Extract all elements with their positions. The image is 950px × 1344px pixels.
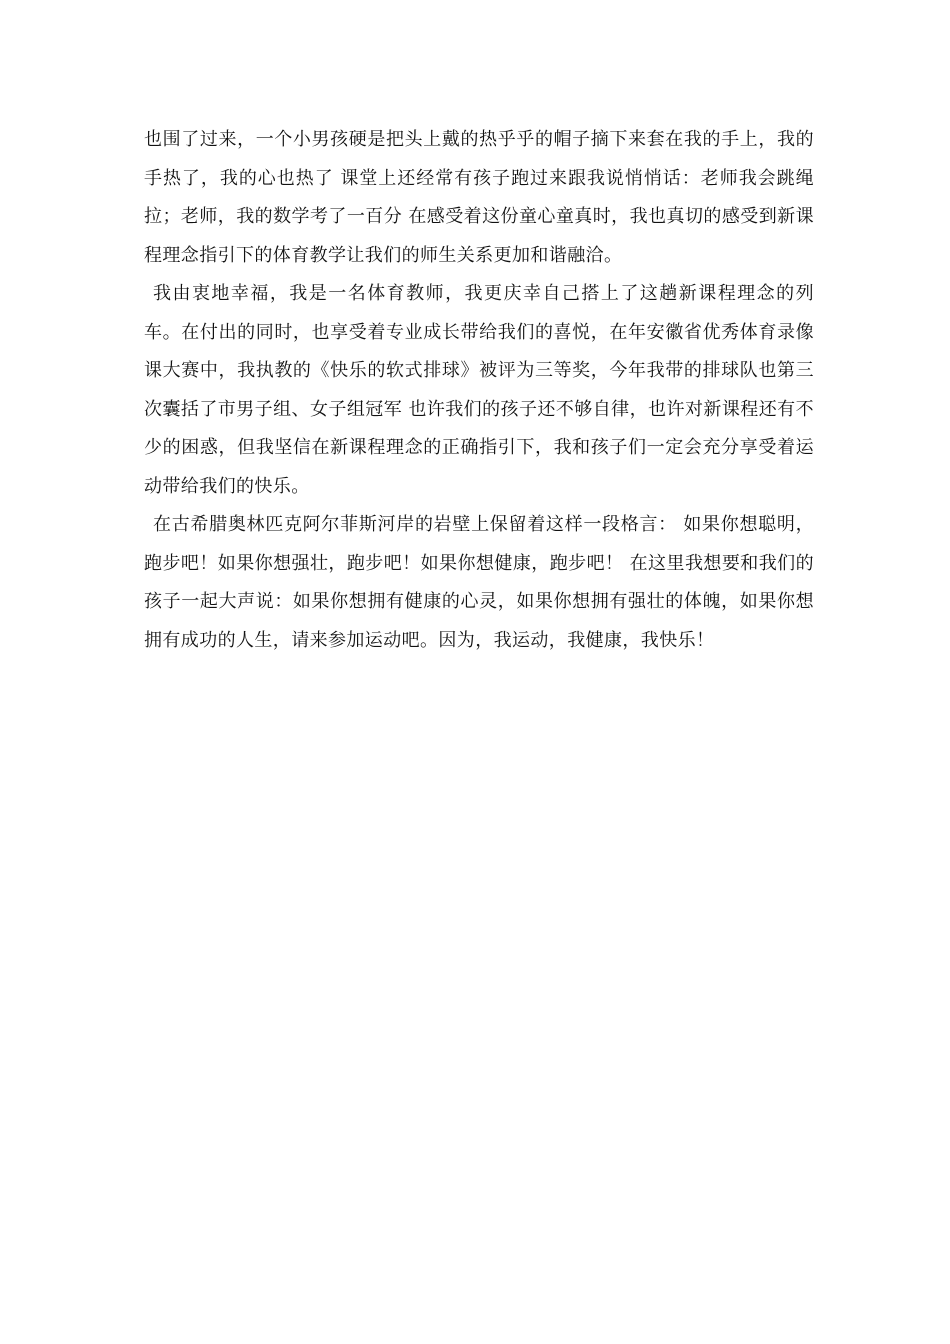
paragraph-1: 也围了过来，一个小男孩硬是把头上戴的热乎乎的帽子摘下来套在我的手上，我的手热了，我的心也热了 课堂上还经常有孩子跑过来跟我说悄悄话：老师我会跳绳拉；老师，我的数学考了一百分 在感受着这份童心童真时，我也真切的感受到新课程理念指引下的体育教学让我们的师生关系更加和谐融洽。 bbox=[144, 129, 814, 266]
paragraph-2: 我由衷地幸福，我是一名体育教师，我更庆幸自己搭上了这趟新课程理念的列车。在付出的同时，也享受着专业成长带给我们的喜悦，在年安徽省优秀体育录像课大赛中，我执教的《快乐的软式排球》被评为三等奖，今年我带的排球队也第三次囊括了市男子组、女子组冠军 也许我们的孩子还不够自律，也许对新课程还有不少的困惑，但我坚信在新课程理念的正确指引下，我和孩子们一定会充分享受着运动带给我们的快乐。 bbox=[144, 283, 814, 497]
paragraph-3: 在古希腊奥林匹克阿尔菲斯河岸的岩壁上保留着这样一段格言： 如果你想聪明，跑步吧！如果你想强壮，跑步吧！如果你想健康，跑步吧！ 在这里我想要和我们的孩子一起大声说：如果你想拥有健康的心灵，如果你想拥有强壮的体魄，如果你想拥有成功的人生，请来参加运动吧。因为，我运动，我健康，我快乐！ bbox=[144, 514, 814, 651]
body-text bbox=[144, 121, 814, 660]
